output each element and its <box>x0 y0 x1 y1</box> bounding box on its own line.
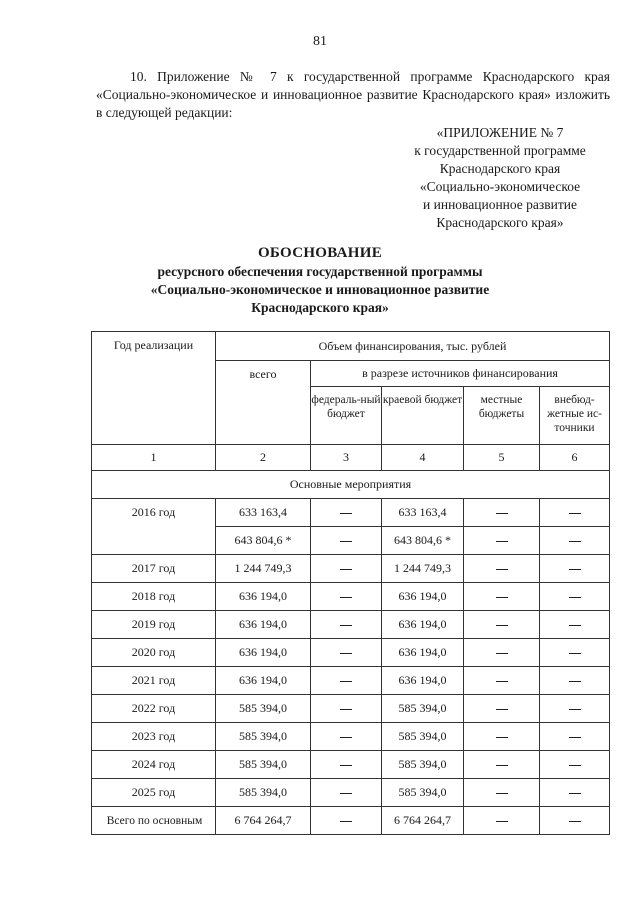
regional-cell: 633 163,4 <box>382 499 464 527</box>
federal-cell <box>311 527 382 555</box>
column-number: 3 <box>311 445 382 471</box>
appendix-line: «ПРИЛОЖЕНИЕ № 7 <box>436 125 564 140</box>
year-cell: 2024 год <box>92 751 216 779</box>
dash-icon <box>340 765 352 766</box>
appendix-line: Краснодарского края» <box>436 215 564 230</box>
extra-cell <box>540 807 610 835</box>
federal-cell <box>311 751 382 779</box>
table-row <box>92 751 610 779</box>
header-year: Год реализации <box>92 332 216 445</box>
column-number: 1 <box>92 445 216 471</box>
year-cell: 2019 год <box>92 611 216 639</box>
dash-icon <box>496 625 508 626</box>
year-cell: 2025 год <box>92 779 216 807</box>
dash-icon <box>569 625 581 626</box>
dash-icon <box>496 765 508 766</box>
dash-icon <box>496 569 508 570</box>
federal-cell <box>311 639 382 667</box>
dash-icon <box>569 513 581 514</box>
federal-cell <box>311 695 382 723</box>
intro-paragraph <box>96 68 610 122</box>
dash-icon <box>340 653 352 654</box>
local-cell <box>464 779 540 807</box>
dash-icon <box>340 541 352 542</box>
dash-icon <box>569 569 581 570</box>
year-cell: 2020 год <box>92 639 216 667</box>
regional-cell: 643 804,6 * <box>382 527 464 555</box>
regional-cell: 585 394,0 <box>382 695 464 723</box>
table-row <box>92 611 610 639</box>
dash-icon <box>496 653 508 654</box>
extra-cell <box>540 667 610 695</box>
page-number: 81 <box>313 34 327 49</box>
heading-line: ресурсного обеспечения государственной программы <box>157 264 483 279</box>
regional-cell: 585 394,0 <box>382 751 464 779</box>
dash-icon <box>496 821 508 822</box>
dash-icon <box>569 597 581 598</box>
dash-icon <box>496 541 508 542</box>
dash-icon <box>569 737 581 738</box>
column-number: 4 <box>382 445 464 471</box>
total-cell: 1 244 749,3 <box>216 555 311 583</box>
local-cell <box>464 695 540 723</box>
intro-text: 10. Приложение № 7 к государственной программе Краснодарского края «Социально-экономическое и инновационное развитие Краснодарского края» изложить в следующей редакции: <box>96 69 610 120</box>
regional-cell: 636 194,0 <box>382 639 464 667</box>
document-heading <box>0 244 640 317</box>
regional-cell: 6 764 264,7 <box>382 807 464 835</box>
dash-icon <box>340 793 352 794</box>
appendix-header <box>360 124 640 232</box>
local-cell <box>464 807 540 835</box>
header-sources: в разрезе источников финансирования <box>311 361 610 387</box>
extra-cell <box>540 723 610 751</box>
total-cell: 636 194,0 <box>216 611 311 639</box>
local-cell <box>464 751 540 779</box>
total-cell: 636 194,0 <box>216 583 311 611</box>
year-cell: 2017 год <box>92 555 216 583</box>
table-row-total <box>92 807 610 835</box>
dash-icon <box>496 597 508 598</box>
regional-cell: 636 194,0 <box>382 667 464 695</box>
table-row <box>92 695 610 723</box>
federal-cell <box>311 499 382 527</box>
dash-icon <box>496 737 508 738</box>
extra-cell <box>540 583 610 611</box>
dash-icon <box>496 513 508 514</box>
local-cell <box>464 499 540 527</box>
extra-cell <box>540 555 610 583</box>
regional-cell: 585 394,0 <box>382 723 464 751</box>
extra-cell <box>540 751 610 779</box>
federal-cell <box>311 807 382 835</box>
local-cell <box>464 555 540 583</box>
extra-cell <box>540 639 610 667</box>
header-local: местные бюджеты <box>464 387 540 445</box>
year-cell: 2016 год <box>92 499 216 555</box>
appendix-line: и инновационное развитие <box>423 197 577 212</box>
header-volume: Объем финансирования, тыс. рублей <box>216 332 610 361</box>
local-cell <box>464 723 540 751</box>
extra-cell <box>540 695 610 723</box>
dash-icon <box>569 681 581 682</box>
heading-title: ОБОСНОВАНИЕ <box>257 245 383 261</box>
appendix-line: к государственной программе <box>414 143 586 158</box>
year-cell: 2018 год <box>92 583 216 611</box>
table-row <box>92 723 610 751</box>
dash-icon <box>569 821 581 822</box>
total-cell: 636 194,0 <box>216 639 311 667</box>
column-number: 6 <box>540 445 610 471</box>
dash-icon <box>340 821 352 822</box>
section-title: Основные мероприятия <box>92 471 610 499</box>
extra-cell <box>540 779 610 807</box>
local-cell <box>464 527 540 555</box>
total-cell: 585 394,0 <box>216 723 311 751</box>
local-cell <box>464 667 540 695</box>
header-extra: внебюд-жетные ис-точники <box>540 387 610 445</box>
header-federal: федераль-ный бюджет <box>311 387 382 445</box>
finance-table <box>91 331 610 835</box>
total-cell: 633 163,4 <box>216 499 311 527</box>
federal-cell <box>311 723 382 751</box>
column-number: 5 <box>464 445 540 471</box>
table-row <box>92 639 610 667</box>
dash-icon <box>340 709 352 710</box>
year-cell: 2021 год <box>92 667 216 695</box>
dash-icon <box>340 625 352 626</box>
extra-cell <box>540 499 610 527</box>
heading-line: «Социально-экономическое и инновационное развитие <box>150 282 490 297</box>
total-cell: 636 194,0 <box>216 667 311 695</box>
local-cell <box>464 611 540 639</box>
table-row <box>92 583 610 611</box>
dash-icon <box>340 569 352 570</box>
extra-cell <box>540 611 610 639</box>
total-cell: 643 804,6 * <box>216 527 311 555</box>
regional-cell: 636 194,0 <box>382 611 464 639</box>
total-label-cell: Всего по основным <box>92 807 216 835</box>
total-cell: 585 394,0 <box>216 695 311 723</box>
total-cell: 6 764 264,7 <box>216 807 311 835</box>
header-total: всего <box>216 361 311 445</box>
regional-cell: 585 394,0 <box>382 779 464 807</box>
dash-icon <box>569 793 581 794</box>
local-cell <box>464 639 540 667</box>
dash-icon <box>496 681 508 682</box>
dash-icon <box>569 653 581 654</box>
table-row <box>92 667 610 695</box>
federal-cell <box>311 667 382 695</box>
federal-cell <box>311 583 382 611</box>
table-row <box>92 779 610 807</box>
dash-icon <box>496 709 508 710</box>
table-row <box>92 555 610 583</box>
federal-cell <box>311 611 382 639</box>
federal-cell <box>311 555 382 583</box>
dash-icon <box>569 709 581 710</box>
year-cell: 2022 год <box>92 695 216 723</box>
header-regional: краевой бюджет <box>382 387 464 445</box>
regional-cell: 636 194,0 <box>382 583 464 611</box>
column-number: 2 <box>216 445 311 471</box>
dash-icon <box>569 765 581 766</box>
dash-icon <box>340 597 352 598</box>
total-cell: 585 394,0 <box>216 779 311 807</box>
dash-icon <box>496 793 508 794</box>
total-cell: 585 394,0 <box>216 751 311 779</box>
regional-cell: 1 244 749,3 <box>382 555 464 583</box>
table-row <box>92 499 610 527</box>
heading-line: Краснодарского края» <box>251 300 389 315</box>
extra-cell <box>540 527 610 555</box>
dash-icon <box>340 737 352 738</box>
appendix-line: «Социально-экономическое <box>419 179 581 194</box>
dash-icon <box>340 681 352 682</box>
year-cell: 2023 год <box>92 723 216 751</box>
appendix-line: Краснодарского края <box>439 161 561 176</box>
federal-cell <box>311 779 382 807</box>
local-cell <box>464 583 540 611</box>
dash-icon <box>340 513 352 514</box>
dash-icon <box>569 541 581 542</box>
